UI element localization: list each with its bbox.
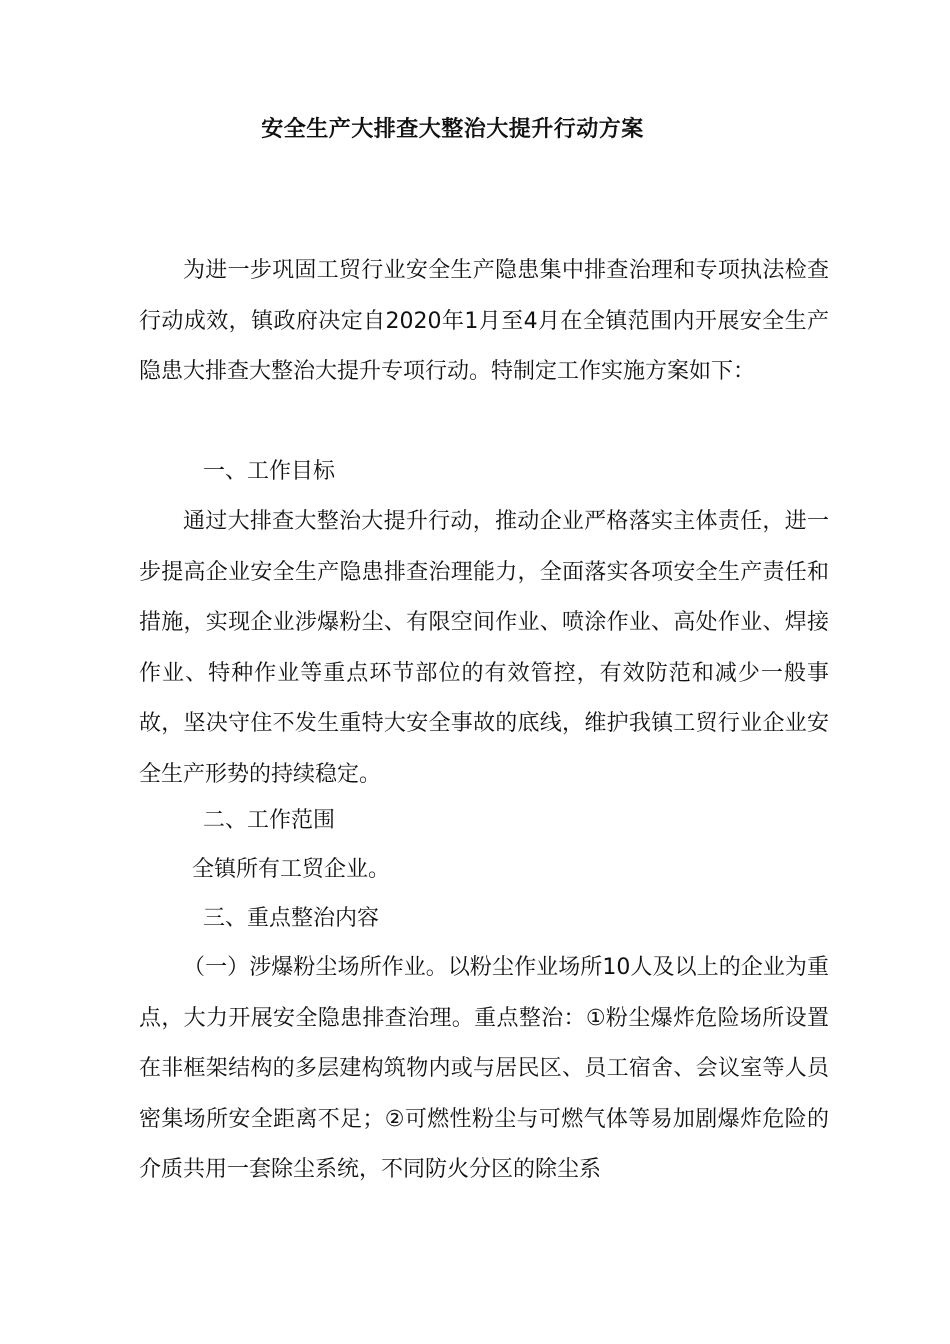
section-heading-goals: 一、工作目标 [203,459,336,484]
scope-paragraph: 全镇所有工贸企业。 [192,857,391,882]
section-heading-focus: 三、重点整治内容 [203,906,380,931]
focus-item-1-paragraph: （一）涉爆粉尘场所作业。以粉尘作业场所10人及以上的企业为重点，大力开展安全隐患排查治理。重点整治：①粉尘爆炸危险场所设置在非框架结构的多层建构筑物内或与居民区、员工宿舍、会议室等人员密集场所安全距离不足；②可燃性粉尘与可燃气体等易加剧爆炸危险的介质共用一套除尘系统，不同防火分区的除尘系 [139,955,829,1182]
goals-paragraph: 通过大排查大整治大提升行动，推动企业严格落实主体责任，进一步提高企业安全生产隐患排查治理能力，全面落实各项安全生产责任和措施，实现企业涉爆粉尘、有限空间作业、喷涂作业、高处作业、焊接作业、特种作业等重点环节部位的有效管控，有效防范和减少一般事故，坚决守住不发生重特大安全事故的底线，维护我镇工贸行业企业安全生产形势的持续稳定。 [139,509,829,787]
intro-paragraph: 为进一步巩固工贸行业安全生产隐患集中排查治理和专项执法检查行动成效，镇政府决定自2020年1月至4月在全镇范围内开展安全生产隐患大排查大整治大提升专项行动。特制定工作实施方案如下： [139,258,829,384]
document-title: 安全生产大排查大整治大提升行动方案 [261,117,644,142]
section-heading-scope: 二、工作范围 [203,808,336,833]
